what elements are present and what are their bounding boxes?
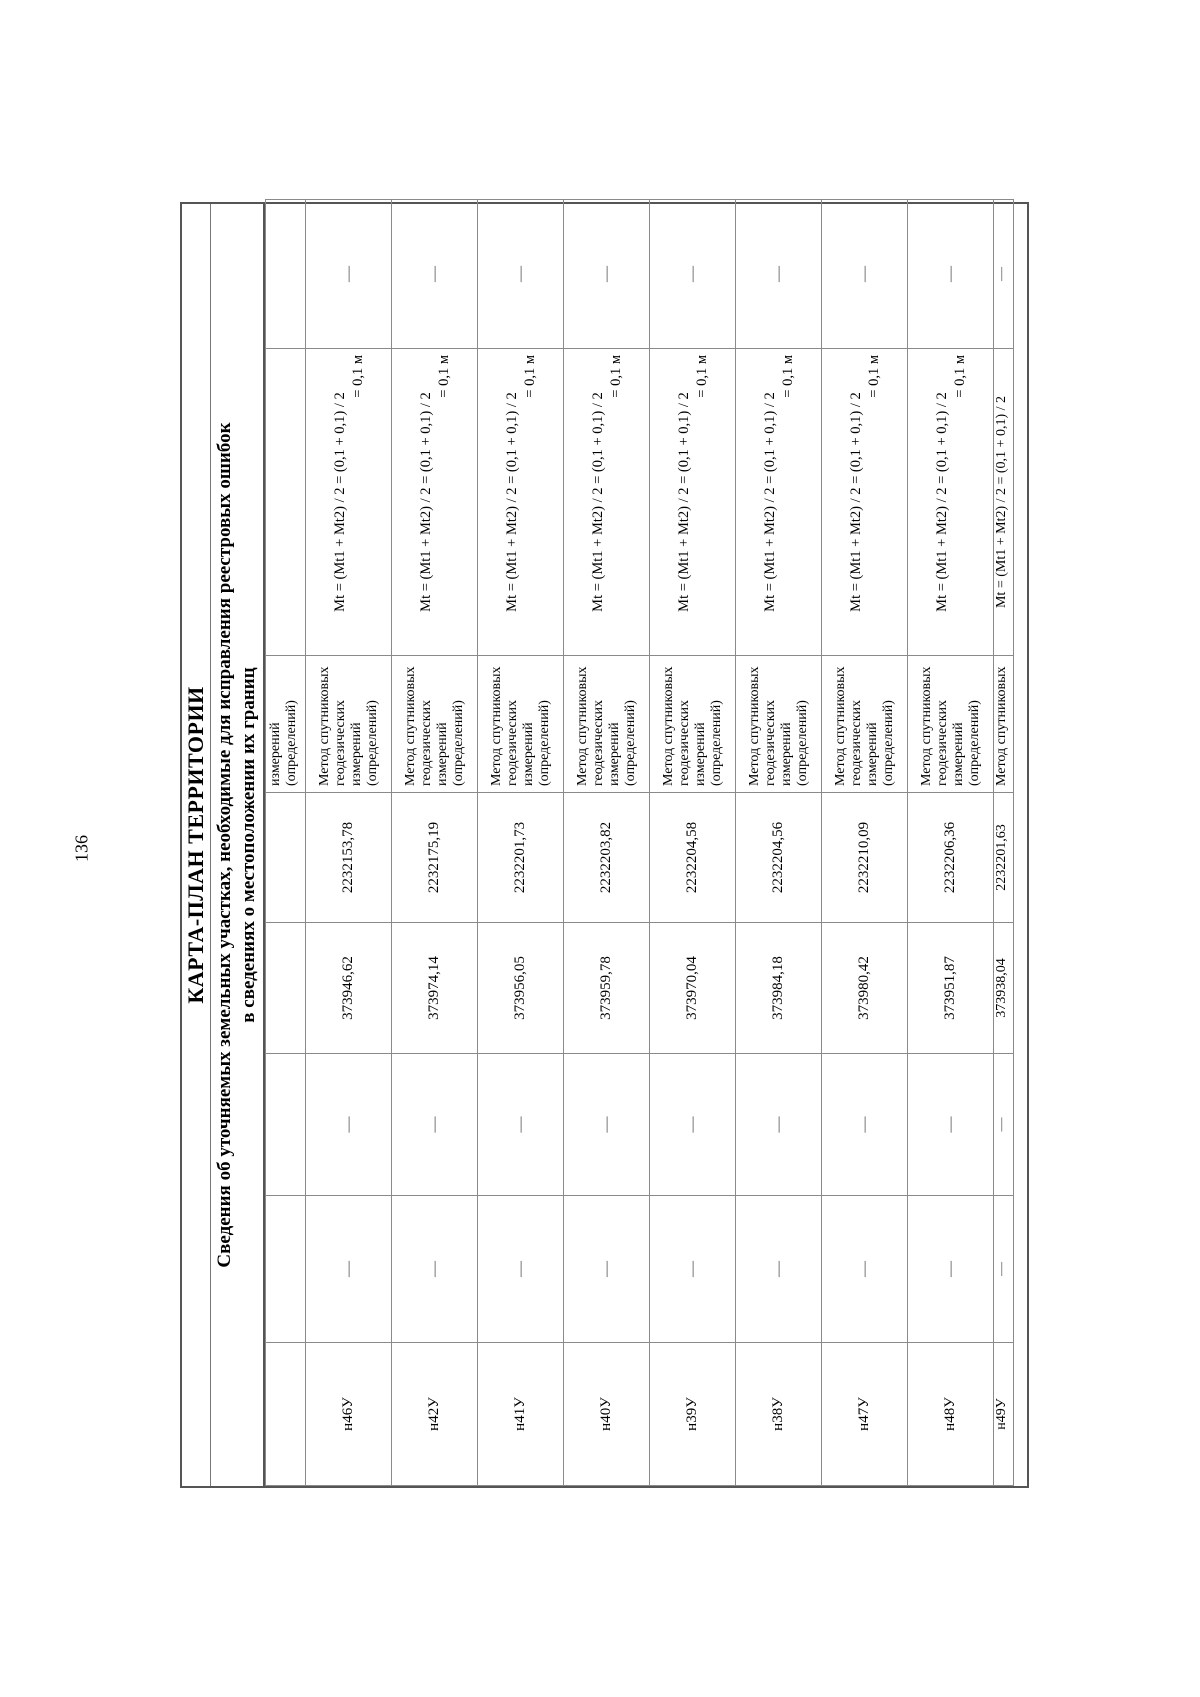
new-x-value: 373984,18 xyxy=(736,923,822,1054)
method-line: геодезических xyxy=(418,699,434,786)
document-frame xyxy=(180,202,1029,1488)
table-row xyxy=(564,200,650,1486)
new-x-value: 373951,87 xyxy=(908,923,994,1054)
formula-line: Mt = (Mt1 + Mt2) / 2 = (0,1 + 0,1) / 2 xyxy=(503,392,520,612)
method-tail-line: измерений xyxy=(268,722,283,786)
cell-empty xyxy=(266,200,306,349)
method-line: (определений) xyxy=(536,700,552,786)
method-line: измерений xyxy=(778,722,794,786)
table-row-partial xyxy=(994,200,1014,1486)
accuracy-formula xyxy=(392,349,478,656)
new-x-value: 373974,14 xyxy=(392,923,478,1054)
description-value: — xyxy=(306,200,392,349)
method-line: (определений) xyxy=(450,700,466,786)
method-line: измерений xyxy=(864,722,880,786)
method-line: геодезических xyxy=(762,699,778,786)
method-line: (определений) xyxy=(364,700,380,786)
new-x-value: 373946,62 xyxy=(306,923,392,1054)
point-name: н41У xyxy=(478,1343,564,1486)
formula-result: = 0,1 м xyxy=(779,355,796,398)
table-row-top xyxy=(266,200,306,1486)
document-subtitle xyxy=(211,204,265,1486)
method-cell xyxy=(650,656,736,793)
old-y-value: — xyxy=(564,1054,650,1196)
table-row xyxy=(306,200,392,1486)
new-y-value: 2232175,19 xyxy=(392,793,478,923)
cell-empty xyxy=(266,1196,306,1343)
method-cell xyxy=(392,656,478,793)
method-tail-line: (определений) xyxy=(284,700,299,786)
old-x-value: — xyxy=(822,1196,908,1343)
subtitle-line-1: Сведения об уточняемых земельных участках, необходимые для исправления реестровых ошибок xyxy=(214,422,235,1268)
description-value: — xyxy=(908,200,994,349)
description-value: — xyxy=(392,200,478,349)
method-line: измерений xyxy=(692,722,708,786)
point-name: н48У xyxy=(908,1343,994,1486)
formula-result: = 0,1 м xyxy=(865,355,882,398)
table-row xyxy=(650,200,736,1486)
method-line: измерений xyxy=(950,722,966,786)
old-y-value: — xyxy=(994,1054,1014,1196)
formula-line: Mt = (Mt1 + Mt2) / 2 = (0,1 + 0,1) / 2 xyxy=(589,392,606,612)
cell-empty xyxy=(266,1343,306,1486)
table-row xyxy=(478,200,564,1486)
new-y-value: 2232203,82 xyxy=(564,793,650,923)
old-y-value: — xyxy=(392,1054,478,1196)
point-name: н42У xyxy=(392,1343,478,1486)
method-cell: Метод спутниковых xyxy=(994,656,1014,793)
new-x-value: 373980,42 xyxy=(822,923,908,1054)
rotated-document xyxy=(180,202,1029,1488)
point-name: н39У xyxy=(650,1343,736,1486)
old-y-value: — xyxy=(736,1054,822,1196)
method-line: Метод спутниковых xyxy=(574,666,590,786)
formula-line: Mt = (Mt1 + Mt2) / 2 = (0,1 + 0,1) / 2 xyxy=(675,392,692,612)
old-x-value: — xyxy=(908,1196,994,1343)
point-name: н49У xyxy=(994,1343,1014,1486)
point-name: н47У xyxy=(822,1343,908,1486)
formula-line: Mt = (Mt1 + Mt2) / 2 = (0,1 + 0,1) / 2 xyxy=(933,392,950,612)
method-cell xyxy=(736,656,822,793)
new-y-value: 2232204,58 xyxy=(650,793,736,923)
new-y-value: 2232206,36 xyxy=(908,793,994,923)
method-line: измерений xyxy=(520,722,536,786)
description-value: — xyxy=(994,200,1014,349)
old-x-value: — xyxy=(650,1196,736,1343)
method-line: (определений) xyxy=(708,700,724,786)
point-name: н46У xyxy=(306,1343,392,1486)
old-y-value: — xyxy=(650,1054,736,1196)
method-line: Метод спутниковых xyxy=(746,666,762,786)
accuracy-formula xyxy=(822,349,908,656)
method-line: Метод спутниковых xyxy=(918,666,934,786)
method-cell xyxy=(478,656,564,793)
method-line: геодезических xyxy=(332,699,348,786)
formula-result: = 0,1 м xyxy=(521,355,538,398)
old-x-value: — xyxy=(306,1196,392,1343)
accuracy-formula xyxy=(650,349,736,656)
formula-line: Mt = (Mt1 + Mt2) / 2 = (0,1 + 0,1) / 2 xyxy=(417,392,434,612)
accuracy-formula xyxy=(908,349,994,656)
method-cell xyxy=(822,656,908,793)
formula-result: = 0,1 м xyxy=(951,355,968,398)
method-cell xyxy=(564,656,650,793)
description-value: — xyxy=(822,200,908,349)
description-value: — xyxy=(736,200,822,349)
old-x-value: — xyxy=(994,1196,1014,1343)
old-y-value: — xyxy=(478,1054,564,1196)
cell-empty xyxy=(266,923,306,1054)
old-x-value: — xyxy=(478,1196,564,1343)
point-name: н38У xyxy=(736,1343,822,1486)
method-line: (определений) xyxy=(794,700,810,786)
method-line: геодезических xyxy=(676,699,692,786)
new-x-value: 373956,05 xyxy=(478,923,564,1054)
table-row xyxy=(822,200,908,1486)
method-line: (определений) xyxy=(622,700,638,786)
method-line: измерений xyxy=(434,722,450,786)
old-x-value: — xyxy=(564,1196,650,1343)
table-row xyxy=(736,200,822,1486)
method-line: геодезических xyxy=(848,699,864,786)
old-x-value: — xyxy=(736,1196,822,1343)
coordinates-table xyxy=(265,199,1014,1486)
method-line: (определений) xyxy=(966,700,982,786)
description-value: — xyxy=(650,200,736,349)
method-line: геодезических xyxy=(504,699,520,786)
description-value: — xyxy=(478,200,564,349)
new-x-value: 373938,04 xyxy=(994,923,1014,1054)
formula-result: = 0,1 м xyxy=(607,355,624,398)
formula-result: = 0,1 м xyxy=(693,355,710,398)
old-y-value: — xyxy=(822,1054,908,1196)
method-line: измерений xyxy=(348,722,364,786)
method-line: Метод спутниковых xyxy=(488,666,504,786)
accuracy-formula xyxy=(306,349,392,656)
new-y-value: 2232201,63 xyxy=(994,793,1014,923)
old-y-value: — xyxy=(306,1054,392,1196)
method-line: Метод спутниковых xyxy=(660,666,676,786)
description-value: — xyxy=(564,200,650,349)
method-cell xyxy=(908,656,994,793)
new-y-value: 2232204,56 xyxy=(736,793,822,923)
new-y-value: 2232153,78 xyxy=(306,793,392,923)
formula-result: = 0,1 м xyxy=(435,355,452,398)
cell-empty xyxy=(266,793,306,923)
method-line: измерений xyxy=(606,722,622,786)
cell-empty xyxy=(266,349,306,656)
table-row xyxy=(392,200,478,1486)
cell-method-tail xyxy=(266,656,306,793)
method-line: геодезических xyxy=(934,699,950,786)
method-line: Метод спутниковых xyxy=(316,666,332,786)
accuracy-formula xyxy=(478,349,564,656)
new-x-value: 373970,04 xyxy=(650,923,736,1054)
formula-line: Mt = (Mt1 + Mt2) / 2 = (0,1 + 0,1) / 2 xyxy=(761,392,778,612)
formula-result: = 0,1 м xyxy=(349,355,366,398)
point-name: н40У xyxy=(564,1343,650,1486)
accuracy-formula: Mt = (Mt1 + Mt2) / 2 = (0,1 + 0,1) / 2 xyxy=(994,349,1014,656)
accuracy-formula xyxy=(736,349,822,656)
method-line: (определений) xyxy=(880,700,896,786)
table-row xyxy=(908,200,994,1486)
method-cell xyxy=(306,656,392,793)
old-x-value: — xyxy=(392,1196,478,1343)
new-y-value: 2232210,09 xyxy=(822,793,908,923)
page-number: 136 xyxy=(71,835,92,862)
method-line: геодезических xyxy=(590,699,606,786)
formula-line: Mt = (Mt1 + Mt2) / 2 = (0,1 + 0,1) / 2 xyxy=(847,392,864,612)
method-line: Метод спутниковых xyxy=(832,666,848,786)
new-y-value: 2232201,73 xyxy=(478,793,564,923)
document-title: КАРТА-ПЛАН ТЕРРИТОРИИ xyxy=(182,204,211,1486)
new-x-value: 373959,78 xyxy=(564,923,650,1054)
method-line: Метод спутниковых xyxy=(402,666,418,786)
old-y-value: — xyxy=(908,1054,994,1196)
cell-empty xyxy=(266,1054,306,1196)
formula-line: Mt = (Mt1 + Mt2) / 2 = (0,1 + 0,1) / 2 xyxy=(331,392,348,612)
accuracy-formula xyxy=(564,349,650,656)
subtitle-line-2: в сведениях о местоположении их границ xyxy=(238,667,259,1023)
